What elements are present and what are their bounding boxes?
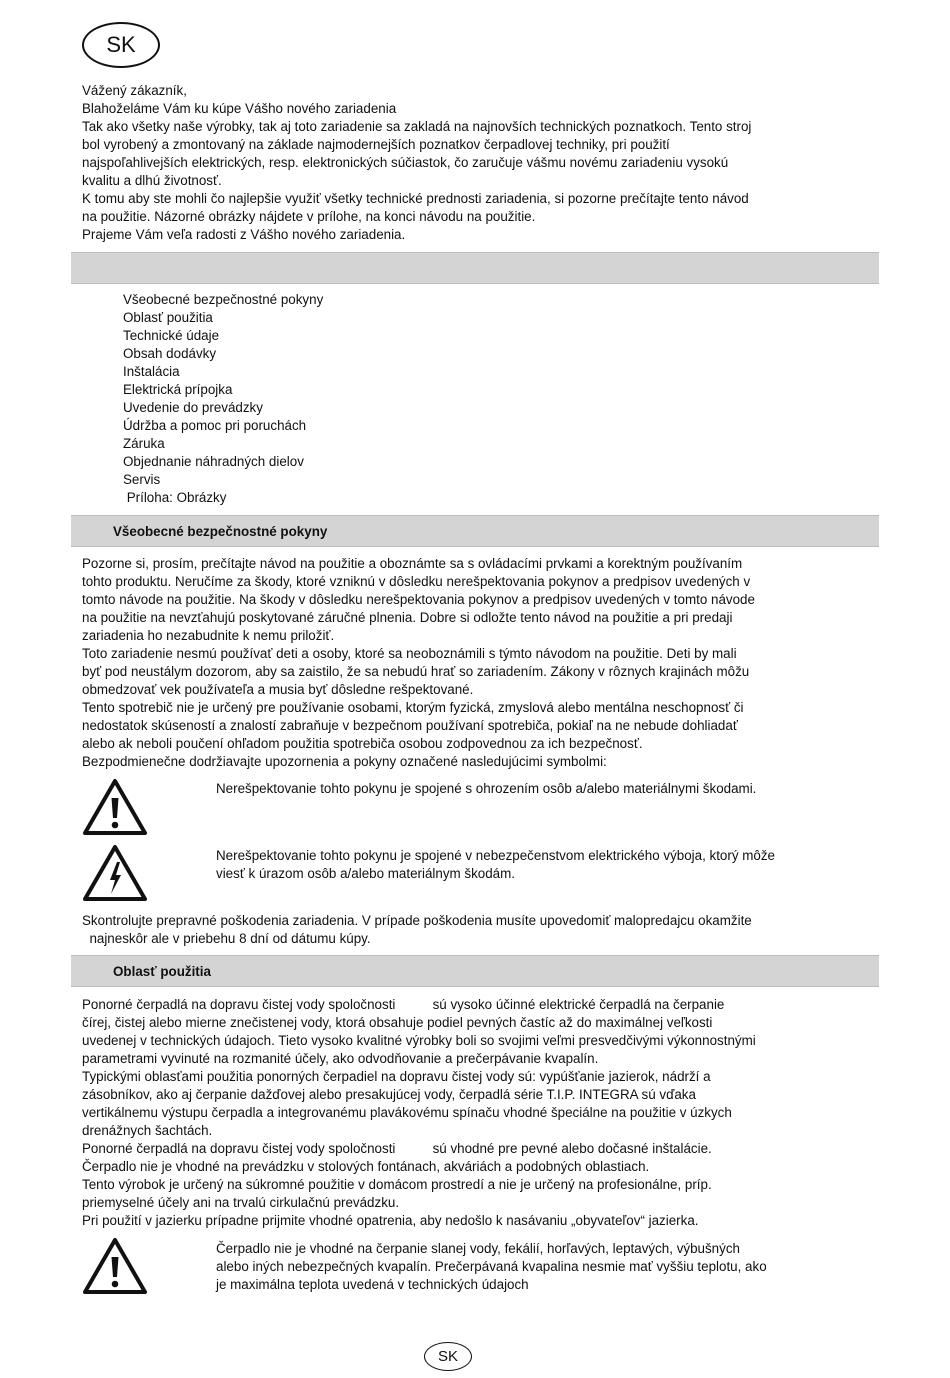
toc-item: Všeobecné bezpečnostné pokyny <box>123 292 324 307</box>
body-line: parametrami vyvinuté na rozmanité účely, ako odvodňovanie a prečerpávanie kvapalín. <box>82 1051 599 1066</box>
body-line: byť pod neustálym dozorom, aby sa zaistilo, že sa nebudú hrať so zariadením. Zákony v rôznych krajinách môžu <box>82 664 750 679</box>
body-line: Skontrolujte prepravné poškodenia zariadenia. V prípade poškodenia musíte upovedomiť malopredajcu okamžite <box>82 913 752 928</box>
body-line: Ponorné čerpadlá na dopravu čistej vody spoločnosti sú vhodné pre pevné alebo dočasné inštalácie. <box>82 1141 712 1156</box>
body-line: čírej, čistej alebo mierne znečistenej vody, ktorá obsahuje podiel pevných častíc až do maximálnej veľkosti <box>82 1015 713 1030</box>
body-line: uvedenej v technických údajoch. Tieto vysoko kvalitné výrobky boli so svojimi veľmi presvedčivými výkonnostnými <box>82 1033 756 1048</box>
body-line: Toto zariadenie nesmú používať deti a osoby, ktoré sa neoboznámili s týmto návodom na použitie. Deti by mali <box>82 646 737 661</box>
warning-line: je maximálna teplota uvedená v technických údajoch <box>216 1277 529 1292</box>
toc-item: Príloha: Obrázky <box>123 490 227 505</box>
body-line: Čerpadlo nie je vhodné na prevádzku v stolových fontánach, akváriách a podobných oblastiach. <box>82 1159 650 1174</box>
warning-text-liquids <box>216 1240 876 1294</box>
toc-item: Uvedenie do prevádzky <box>123 400 263 415</box>
table-of-contents <box>123 291 323 507</box>
section-header-bar <box>71 515 879 547</box>
body-line: Tento výrobok je určený na súkromné použitie v domácom prostredí a nie je určený na profesionálne, príp. <box>82 1177 712 1192</box>
body-line: drenážnych šachtách. <box>82 1123 213 1138</box>
warning-text-electric <box>216 847 876 883</box>
warning-line: Nerešpektovanie tohto pokynu je spojené v nebezpečenstvom elektrického výboja, ktorý môže <box>216 848 776 863</box>
toc-item: Objednanie náhradných dielov <box>123 454 304 469</box>
intro-line: bol vyrobený a zmontovaný na základe najmodernejších poznatkov čerpadlovej techniky, pri použití <box>82 137 670 152</box>
intro-line: na použitie. Názorné obrázky nájdete v prílohe, na konci návodu na použitie. <box>82 209 536 224</box>
warning-triangle-icon <box>82 1237 148 1295</box>
intro-line: Prajeme Vám veľa radosti z Vášho nového zariadenia. <box>82 227 406 242</box>
body-line: tomto návode na použitie. Na škody v dôsledku nerešpektovania pokynov a predpisov uvedených v tomto návode <box>82 592 755 607</box>
body-line: najneskôr ale v priebehu 8 dní od dátumu kúpy. <box>82 931 371 946</box>
intro-line: K tomu aby ste mohli čo najlepšie využiť všetky technické prednosti zariadenia, si pozorne prečítajte tento návod <box>82 191 749 206</box>
intro-line: Vážený zákazník, <box>82 83 187 98</box>
body-line: tohto produktu. Neručíme za škody, ktoré vzniknú v dôsledku nerešpektovania pokynov a predpisov uvedených v <box>82 574 751 589</box>
warning-text-general <box>216 780 876 798</box>
contents-header-bar <box>71 252 879 284</box>
warning-line: Čerpadlo nie je vhodné na čerpanie slanej vody, fekálií, horľavých, leptavých, výbušných <box>216 1241 740 1256</box>
language-badge-top: SK <box>82 22 160 68</box>
body-line: nedostatok skúseností a znalostí zabraňuje v bezpečnom používaní spotrebiča, pokiaľ na ne nebude dohliadať <box>82 718 738 733</box>
section-header-bar <box>71 955 879 987</box>
body-line: Pozorne si, prosím, prečítajte návod na použitie a oboznámte sa s ovládacími prvkami a korektným používaním <box>82 556 743 571</box>
body-line: Bezpodmienečne dodržiavajte upozornenia a pokyny označené nasledujúcimi symbolmi: <box>82 754 607 769</box>
warning-triangle-icon <box>82 778 148 836</box>
intro-text <box>82 82 882 244</box>
toc-item: Inštalácia <box>123 364 180 379</box>
intro-line: kvalitu a dlhú životnosť. <box>82 173 222 188</box>
intro-line: najspoľahlivejších elektrických, resp. elektronických súčiastok, čo zaručuje vášmu novému zariadeniu vysokú <box>82 155 729 170</box>
body-line: Tento spotrebič nie je určený pre používanie osobami, ktorým fyzická, zmyslová alebo mentálna neschopnosť či <box>82 700 744 715</box>
usage-body <box>82 996 882 1230</box>
electric-hazard-icon <box>82 844 148 902</box>
intro-line: Tak ako všetky naše výrobky, tak aj toto zariadenie sa zakladá na najnovších technických poznatkoch. Tento stroj <box>82 119 752 134</box>
warning-line: Nerešpektovanie tohto pokynu je spojené s ohrozením osôb a/alebo materiálnymi škodami. <box>216 781 757 796</box>
body-line: zásobníkov, ako aj čerpanie dažďovej alebo presakujúcej vody, čerpadlá série T.I.P. INTEGRA sú vďaka <box>82 1087 696 1102</box>
section-title: Oblasť použitia <box>113 963 211 979</box>
body-line: Ponorné čerpadlá na dopravu čistej vody spoločnosti sú vysoko účinné elektrické čerpadlá na čerpanie <box>82 997 725 1012</box>
body-line: obmedzovať vek používateľa a musia byť dôsledne rešpektované. <box>82 682 474 697</box>
language-badge-bottom: SK <box>424 1342 472 1371</box>
body-line: Pri použití v jazierku prípadne prijmite vhodné opatrenia, aby nedošlo k nasávaniu „obyvateľov“ jazierka. <box>82 1213 699 1228</box>
toc-item: Záruka <box>123 436 165 451</box>
toc-item: Údržba a pomoc pri poruchách <box>123 418 307 433</box>
body-line: priemyselné účely ani na trvalú cirkulačnú prevádzku. <box>82 1195 400 1210</box>
body-line: Typickými oblasťami použitia ponorných čerpadiel na dopravu čistej vody sú: vypúšťanie jazierok, nádrží a <box>82 1069 711 1084</box>
section-title: Všeobecné bezpečnostné pokyny <box>113 523 328 539</box>
safety-body <box>82 555 882 771</box>
intro-line: Blahoželáme Vám ku kúpe Vášho nového zariadenia <box>82 101 397 116</box>
body-line: alebo ak neboli poučení ohľadom použitia spotrebiča osobou zodpovednou za ich bezpečnosť. <box>82 736 643 751</box>
warning-line: alebo iných nebezpečných kvapalín. Prečerpávaná kvapalina nesmie mať vyššiu teplotu, ako <box>216 1259 767 1274</box>
warning-line: viesť k úrazom osôb a/alebo materiálnym škodám. <box>216 866 516 881</box>
toc-item: Obsah dodávky <box>123 346 217 361</box>
body-line: zariadenia ho nezabudnite k nemu priložiť. <box>82 628 335 643</box>
toc-item: Elektrická prípojka <box>123 382 233 397</box>
body-line: vertikálnemu výstupu čerpadla a integrovanému plavákovému spínaču vhodné špeciálne na použitie v úzkych <box>82 1105 732 1120</box>
transport-damage-note <box>82 912 882 948</box>
body-line: na použitie na nevzťahujú poskytované záručné plnenia. Dobre si odložte tento návod na použitie a pri predaji <box>82 610 733 625</box>
toc-item: Servis <box>123 472 161 487</box>
toc-item: Technické údaje <box>123 328 220 343</box>
toc-item: Oblasť použitia <box>123 310 213 325</box>
